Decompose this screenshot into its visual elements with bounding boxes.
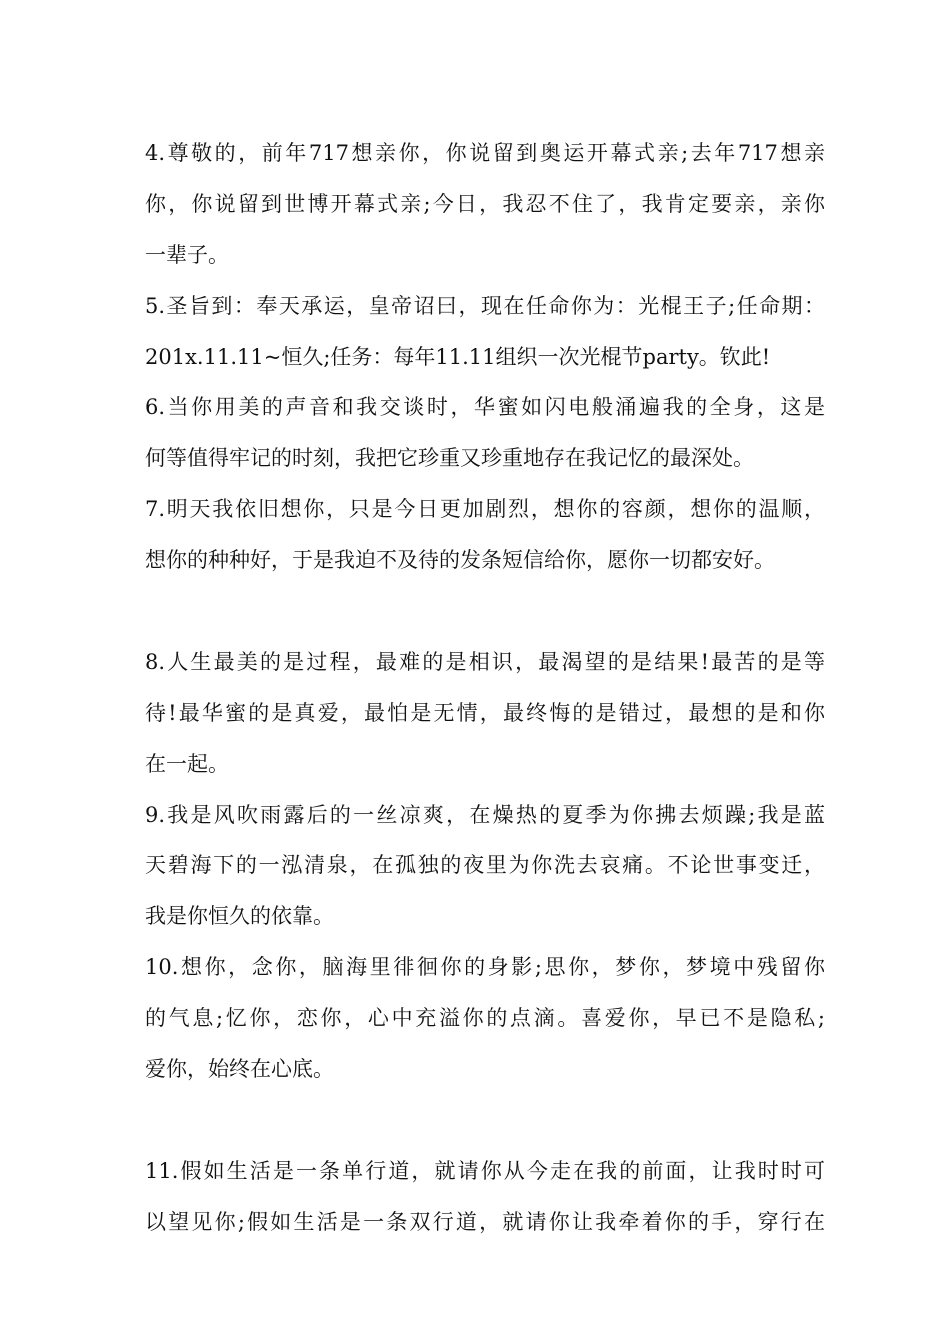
text-line: 7.明天我依旧想你，只是今日更加剧烈，想你的容颜，想你的温顺，	[145, 497, 825, 522]
paragraph-11	[145, 1146, 825, 1248]
paragraph-8	[145, 637, 825, 790]
paragraph-gap	[145, 586, 825, 637]
paragraph-gap	[145, 1095, 825, 1146]
text-line: 201x.11.11~恒久;任务：每年11.11组织一次光棍节party。钦此!	[145, 344, 771, 369]
text-line: 一辈子。	[145, 242, 229, 267]
text-line: 我是你恒久的依靠。	[145, 904, 334, 929]
text-line: 何等值得牢记的时刻，我把它珍重又珍重地存在我记忆的最深处。	[145, 446, 754, 471]
text-line: 6.当你用美的声音和我交谈时，华蜜如闪电般涌遍我的全身，这是	[145, 395, 825, 420]
paragraph-5	[145, 281, 825, 383]
text-line: 8.人生最美的是过程，最难的是相识，最渴望的是结果!最苦的是等	[145, 649, 825, 674]
document-body	[145, 128, 825, 1248]
text-line: 以望见你;假如生活是一条双行道，就请你让我牵着你的手，穿行在	[145, 1209, 825, 1234]
text-line: 5.圣旨到：奉天承运，皇帝诏曰，现在任命你为：光棍王子;任命期：	[145, 293, 825, 318]
paragraph-9	[145, 790, 825, 943]
text-line: 10.想你，念你，脑海里徘徊你的身影;思你，梦你，梦境中残留你	[145, 955, 825, 980]
text-line: 想你的种种好，于是我迫不及待的发条短信给你，愿你一切都安好。	[145, 548, 775, 573]
paragraph-4	[145, 128, 825, 281]
text-line: 你，你说留到世博开幕式亲;今日，我忍不住了，我肯定要亲，亲你	[145, 191, 825, 216]
text-line: 11.假如生活是一条单行道，就请你从今走在我的前面，让我时时可	[145, 1158, 825, 1183]
text-line: 待!最华蜜的是真爱，最怕是无情，最终悔的是错过，最想的是和你	[145, 700, 825, 725]
text-line: 爱你，始终在心底。	[145, 1057, 334, 1082]
text-line: 在一起。	[145, 751, 229, 776]
paragraph-7	[145, 484, 825, 586]
text-line: 4.尊敬的，前年717想亲你，你说留到奥运开幕式亲;去年717想亲	[145, 141, 825, 165]
text-line: 天碧海下的一泓清泉，在孤独的夜里为你洗去哀痛。不论世事变迁，	[145, 853, 825, 878]
paragraph-6	[145, 382, 825, 484]
paragraph-10	[145, 942, 825, 1095]
text-line: 的气息;忆你，恋你，心中充溢你的点滴。喜爱你，早已不是隐私;	[145, 1006, 825, 1031]
text-line: 9.我是风吹雨露后的一丝凉爽，在燥热的夏季为你拂去烦躁;我是蓝	[145, 802, 825, 827]
